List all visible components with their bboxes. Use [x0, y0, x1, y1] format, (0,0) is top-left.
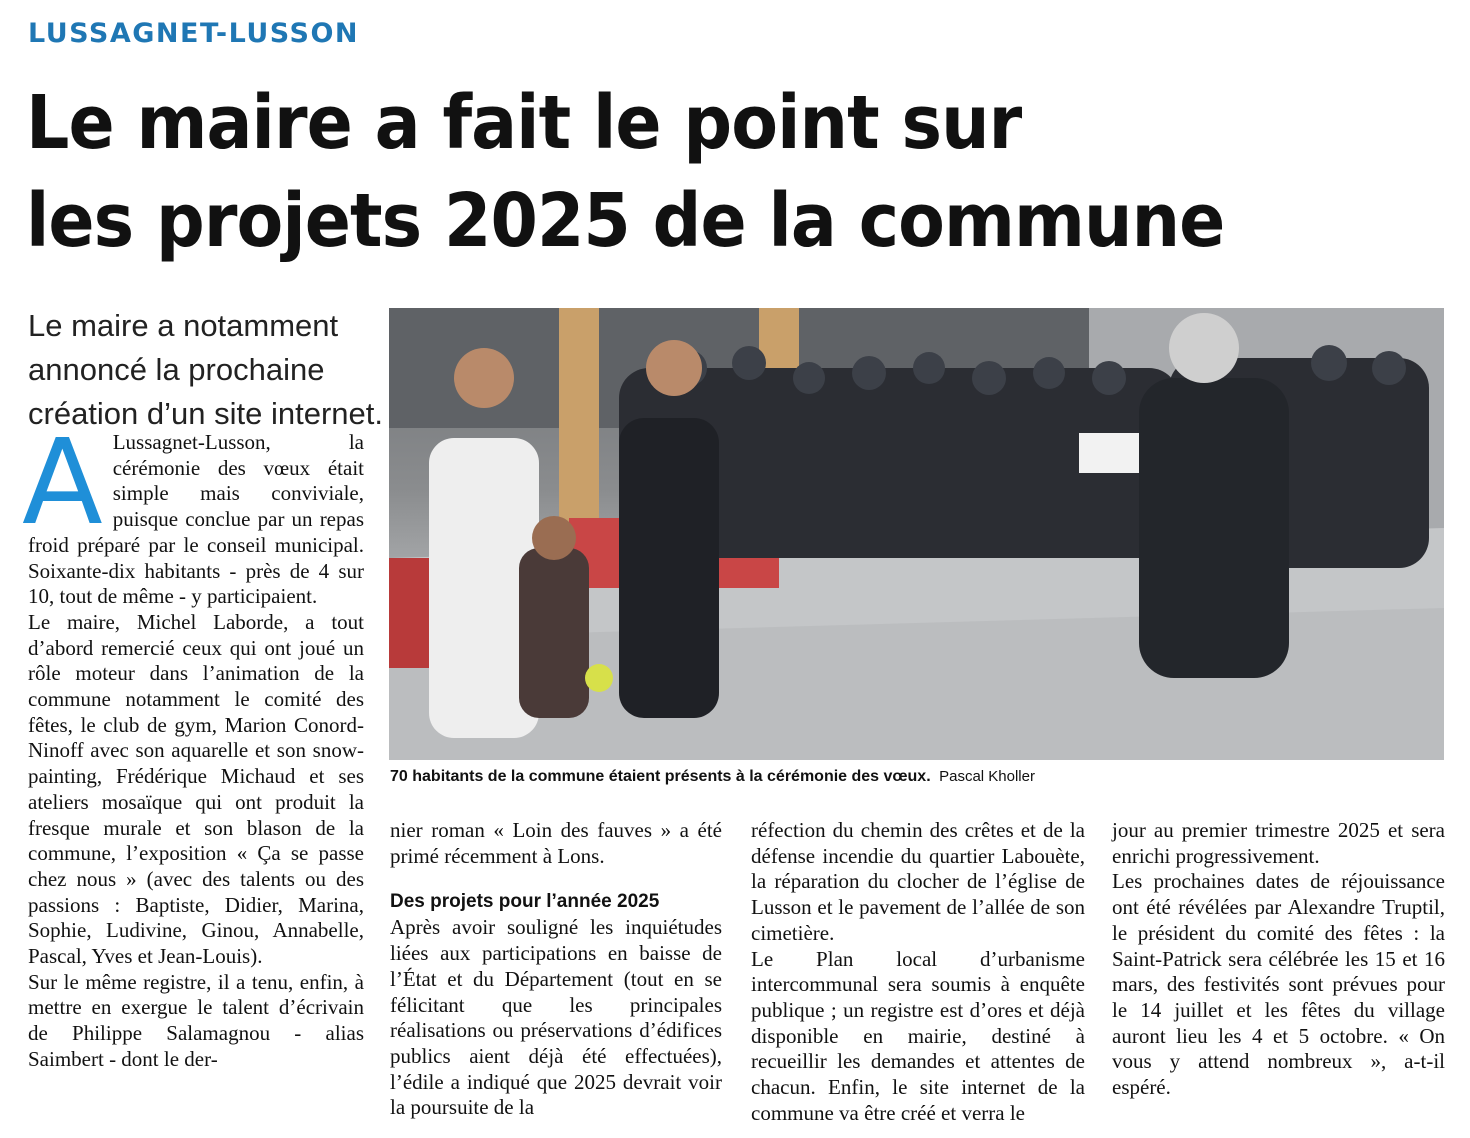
lead-line-3: création d’un site internet.	[28, 396, 383, 431]
article-column-1	[22, 413, 364, 1073]
headline-line-1: Le maire a fait le point sur	[26, 80, 1022, 166]
article-paragraph: Sur le même registre, il a tenu, enfin, à mettre en exergue le talent d’écrivain de Philippe Salamagnou - alias Saimbert - dont le der-	[28, 969, 364, 1071]
photo-credit: Pascal Kholler	[939, 768, 1035, 785]
article-column-2	[390, 818, 722, 1121]
headline-line-2: les projets 2025 de la commune	[26, 178, 1225, 264]
article-paragraph: Le maire, Michel Laborde, a tout d’abord remercié ceux qui ont joué un rôle moteur dans l’animation de la commune notamment le comité des fêtes, le club de gym, Marion Conord-Ninoff avec son aquarelle et son snow-painting, Frédérique Michaud et ses ateliers mosaïque qui ont produit la fresque murale et son blason de la commune, l’exposition « Ça se passe chez nous » (avec des talents ou des passions : Baptiste, Didier, Marina, Sophie, Ludivine, Ginou, Annabelle, Pascal, Yves et Jean-Louis).	[28, 609, 364, 969]
article-paragraph: Les prochaines dates de réjouissance ont été révélées par Alexandre Truptil, le président du comité des fêtes : la Saint-Patrick sera célébrée les 15 et 16 mars, des festivités sont prévues pour le 14 juillet et les fêtes du village auront lieu les 4 et 5 octobre. « On vous y attend nombreux », a-t-il espéré.	[1112, 869, 1445, 1100]
caption-text: 70 habitants de la commune étaient présents à la cérémonie des vœux.	[390, 768, 931, 785]
article-paragraph: nier roman « Loin des fauves » a été primé récemment à Lons.	[390, 818, 722, 868]
photo-caption	[390, 766, 1445, 788]
photo-illustration	[389, 308, 1444, 760]
section-kicker: LUSSAGNET-LUSSON	[28, 18, 359, 49]
subheading: Des projets pour l’année 2025	[390, 891, 660, 913]
article-paragraph: Après avoir souligné les inquiétudes liées aux participations en baisse de l’État et du Département (tout en se félicitant que les principales réalisations ou préservations d’édifices publics aient déjà été effectuées), l’édile a indiqué que 2025 devrait voir la poursuite de la	[390, 915, 722, 1120]
article-column-4	[1112, 818, 1445, 1101]
article-paragraph: Le Plan local d’urbanisme intercommunal sera soumis à enquête publique ; un registre est d’ores et déjà disponible en mairie, destiné à recueillir les demandes et attentes de chacun. Enfin, le site internet de la commune va être créé et verra le	[751, 946, 1085, 1125]
lead-line-1: Le maire a notamment	[28, 308, 339, 343]
article-paragraph: jour au premier trimestre 2025 et sera enrichi progressivement.	[1112, 818, 1445, 868]
headline	[26, 74, 1342, 270]
paragraph-text: Lussagnet-Lusson, la cérémonie des vœux était simple mais conviviale, puisque conclue par un repas froid préparé par le conseil municipal. Soixante-dix habitants - près de 4 sur 10, tout de même - y participaient.	[28, 430, 364, 609]
article-paragraph: réfection du chemin des crêtes et de la défense incendie du quartier Labouète, la réparation du clocher de l’église de Lusson et le pavement de l’allée de son cimetière.	[751, 818, 1085, 945]
article-paragraph	[22, 413, 364, 610]
article-column-3	[751, 818, 1085, 1126]
drop-cap: A	[22, 413, 103, 551]
article-photo	[389, 308, 1444, 760]
lead-line-2: annoncé la prochaine	[28, 352, 325, 387]
